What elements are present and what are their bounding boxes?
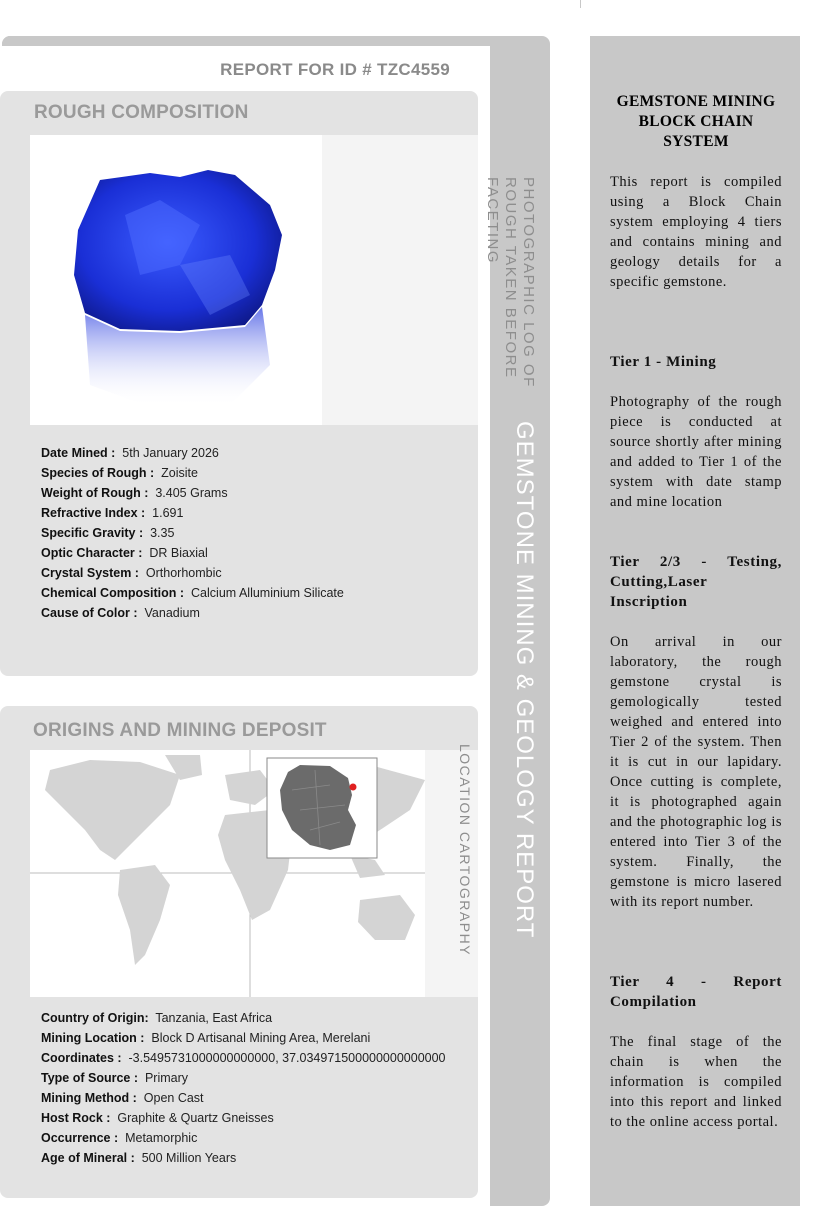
tier23-text: On arrival in our laboratory, the rough gemstone crystal is gemologically tested weighed and entered into Tier 2 of the system. Then it is cut in our lapidary. Once cutting is complete, it is photographed again and the photographic log is entered into Tier 3 of the system. Finally, the gemstone is micro lasered with its report number. (610, 634, 782, 910)
rough-photo (30, 135, 322, 425)
gemstone-image (30, 135, 322, 425)
field-mining-method: Mining Method : Open Cast (41, 1091, 204, 1105)
field-weight: Weight of Rough : 3.405 Grams (41, 486, 228, 500)
world-map-image (30, 750, 478, 997)
tier23-heading: Tier 2/3 - Testing, Cutting,Laser Inscription (610, 554, 782, 610)
field-cause-of-color: Cause of Color : Vanadium (41, 606, 200, 620)
tier1-heading: Tier 1 - Mining (610, 354, 717, 370)
field-species: Species of Rough : Zoisite (41, 466, 198, 480)
sidebar-intro: This report is compiled using a Block Chain system employing 4 tiers and contains mining and geology details for a specific gemstone. (610, 174, 782, 290)
rough-composition-title: ROUGH COMPOSITION (34, 102, 249, 123)
field-specific-gravity: Specific Gravity : 3.35 (41, 526, 175, 540)
photo-caption: PHOTOGRAPHIC LOG OF ROUGH TAKEN BEFORE FACETING (484, 177, 537, 388)
location-map (30, 750, 478, 997)
field-coordinates: Coordinates : -3.5495731000000000000, 37.034971500000000000000 (41, 1051, 446, 1065)
field-host-rock: Host Rock : Graphite & Quartz Gneisses (41, 1111, 274, 1125)
field-country: Country of Origin: Tanzania, East Africa (41, 1011, 273, 1025)
field-refractive-index: Refractive Index : 1.691 (41, 506, 184, 520)
report-id: REPORT FOR ID # TZC4559 (220, 60, 450, 79)
field-optic-character: Optic Character : DR Biaxial (41, 546, 208, 560)
vertical-report-title: GEMSTONE MINING & GEOLOGY REPORT (511, 421, 538, 939)
field-age-of-mineral: Age of Mineral : 500 Million Years (41, 1151, 237, 1165)
field-mining-location: Mining Location : Block D Artisanal Mining Area, Merelani (41, 1031, 371, 1045)
field-chemical-composition: Chemical Composition : Calcium Alluminium Silicate (41, 586, 344, 600)
map-caption: LOCATION CARTOGRAPHY (457, 744, 473, 957)
tier4-heading: Tier 4 - Report Compilation (610, 974, 782, 1010)
field-date-mined: Date Mined : 5th January 2026 (41, 446, 219, 460)
tier1-text: Photography of the rough piece is conducted at source shortly after mining and added to Tier 1 of the system with date stamp and mine location (610, 394, 782, 510)
top-divider (580, 0, 581, 8)
report-top-bar (2, 36, 490, 46)
sidebar-title: GEMSTONE MINING BLOCK CHAIN SYSTEM (616, 93, 776, 150)
origins-title: ORIGINS AND MINING DEPOSIT (33, 720, 327, 741)
tier4-text: The final stage of the chain is when the information is compiled into this report and linked to the online access portal. (610, 1034, 782, 1130)
field-crystal-system: Crystal System : Orthorhombic (41, 566, 222, 580)
field-occurrence: Occurrence : Metamorphic (41, 1131, 198, 1145)
field-type-of-source: Type of Source : Primary (41, 1071, 189, 1085)
photo-caption-strip (322, 135, 478, 425)
